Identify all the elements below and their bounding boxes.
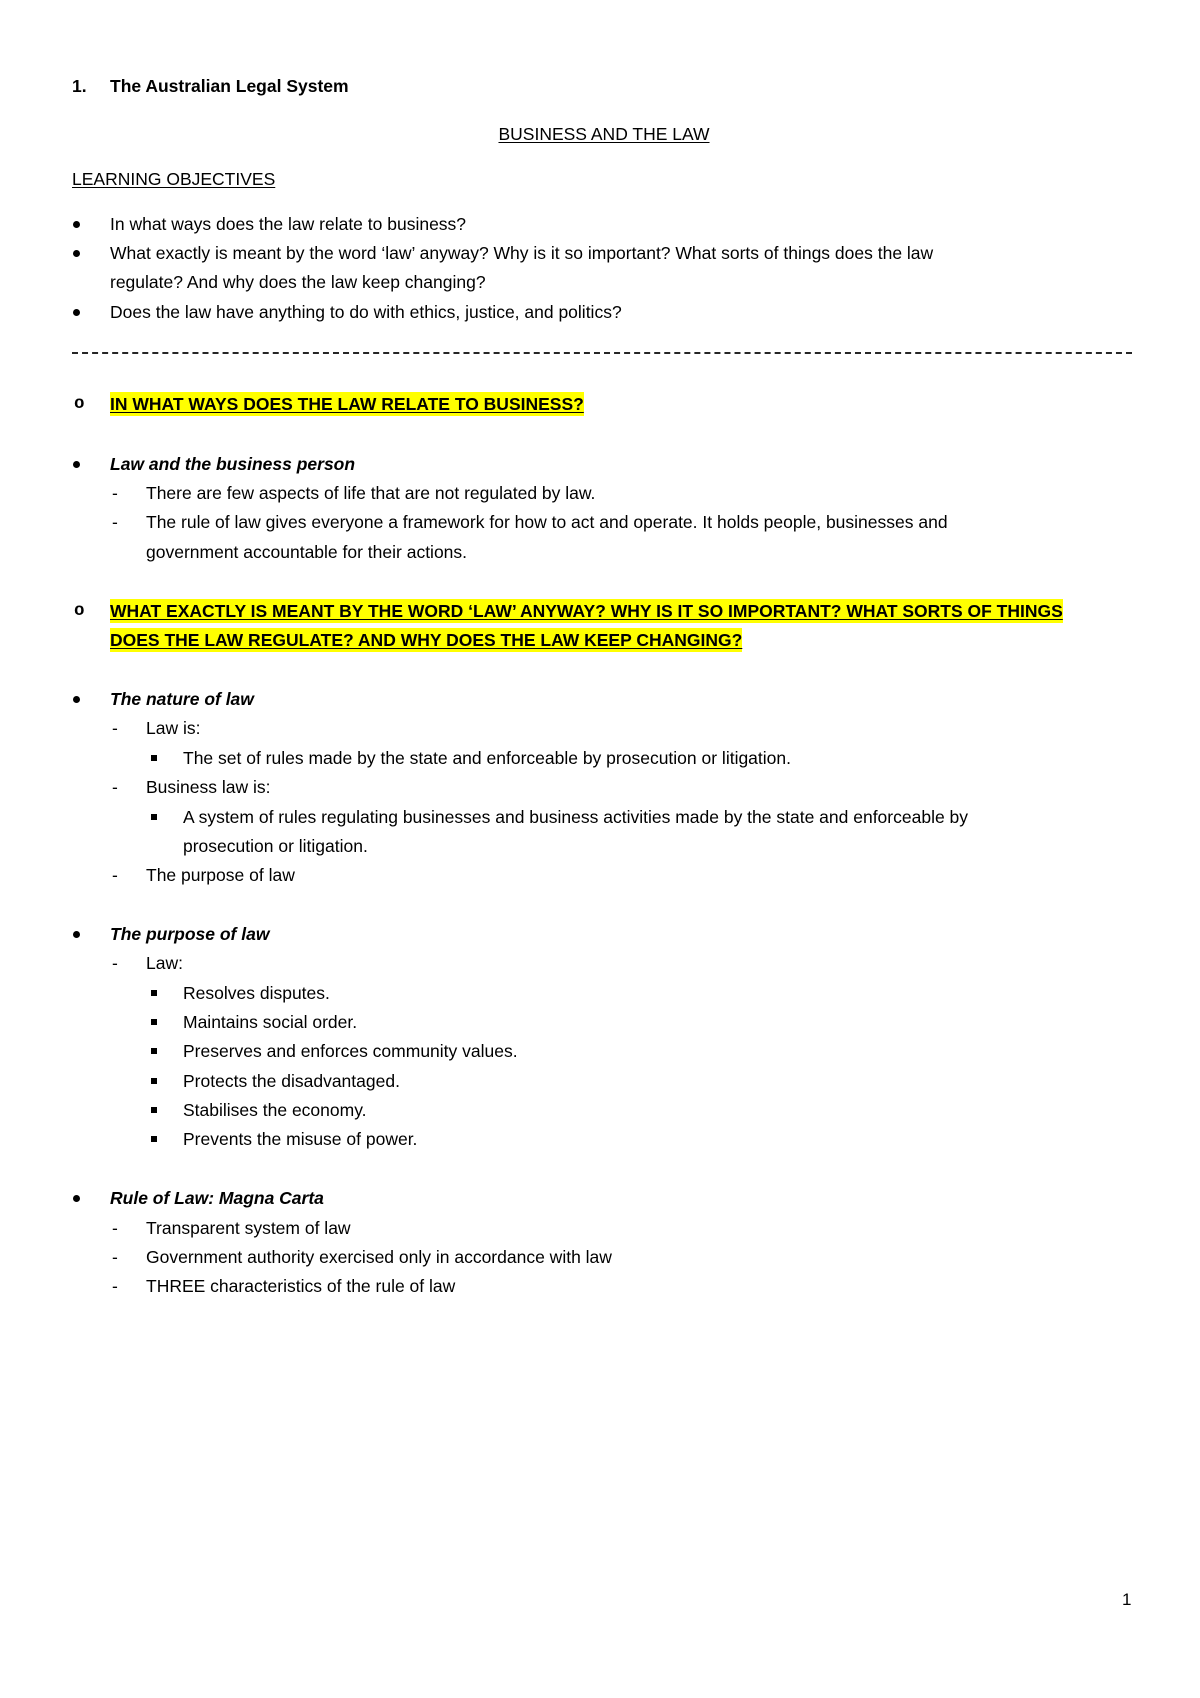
sub-item-text: prosecution or litigation. <box>183 836 368 856</box>
objectives-title: LEARNING OBJECTIVES <box>72 169 276 189</box>
bullet-icon <box>73 696 80 703</box>
sub-item-text: A system of rules regulating businesses and business activities made by the state and enforceable by <box>183 807 969 827</box>
bullet-icon <box>73 309 80 316</box>
section2-title-line2: DOES THE LAW REGULATE? AND WHY DOES THE LAW KEEP CHANGING? <box>110 630 743 650</box>
sub-item-text: Protects the disadvantaged. <box>183 1071 400 1091</box>
topic-title: Rule of Law: Magna Carta <box>110 1188 324 1208</box>
section1-title: IN WHAT WAYS DOES THE LAW RELATE TO BUSINESS? <box>110 394 584 414</box>
dash-icon: - <box>112 1276 118 1296</box>
dash-text: The purpose of law <box>146 865 295 885</box>
dash-icon: - <box>112 865 118 885</box>
dash-icon: - <box>112 512 118 532</box>
dash-icon: - <box>112 777 118 797</box>
bullet-icon <box>73 1195 80 1202</box>
bullet-icon <box>73 221 80 228</box>
dash-text: The rule of law gives everyone a framework for how to act and operate. It holds people, businesses and <box>146 512 948 532</box>
section2-title-line1: WHAT EXACTLY IS MEANT BY THE WORD ‘LAW’ ANYWAY? WHY IS IT SO IMPORTANT? WHAT SORTS OF THINGS <box>110 601 1063 621</box>
dash-icon: - <box>112 483 118 503</box>
center-title-row <box>0 122 1200 146</box>
sub-item-text: Prevents the misuse of power. <box>183 1129 418 1149</box>
dash-text: Transparent system of law <box>146 1218 351 1238</box>
center-title: BUSINESS AND THE LAW <box>498 124 710 144</box>
topic-title: Law and the business person <box>110 454 356 474</box>
sub-item-text: Stabilises the economy. <box>183 1100 367 1120</box>
bullet-icon <box>73 461 80 468</box>
square-bullet-icon <box>151 990 157 996</box>
sub-item-text: Preserves and enforces community values. <box>183 1041 518 1061</box>
square-bullet-icon <box>151 814 157 820</box>
square-bullet-icon <box>151 1048 157 1054</box>
dash-icon: - <box>112 1247 118 1267</box>
page-number: 1 <box>1122 1590 1132 1609</box>
dash-text: Government authority exercised only in accordance with law <box>146 1247 612 1267</box>
heading-number: 1. <box>72 76 87 96</box>
square-bullet-icon <box>151 755 157 761</box>
topic-title: The purpose of law <box>110 924 270 944</box>
dash-text: Law is: <box>146 718 201 738</box>
dash-icon: - <box>112 718 118 738</box>
sub-item-text: Maintains social order. <box>183 1012 358 1032</box>
dash-text: THREE characteristics of the rule of law <box>146 1276 456 1296</box>
dash-text: Business law is: <box>146 777 271 797</box>
objective-text: In what ways does the law relate to business? <box>110 214 467 234</box>
topic-title: The nature of law <box>110 689 254 709</box>
square-bullet-icon <box>151 1019 157 1025</box>
square-bullet-icon <box>151 1136 157 1142</box>
circle-bullet-icon: o <box>74 394 85 414</box>
objective-text: What exactly is meant by the word ‘law’ anyway? Why is it so important? What sorts of things does the law <box>110 243 934 263</box>
dash-icon: - <box>112 1218 118 1238</box>
circle-bullet-icon: o <box>74 601 85 621</box>
dashed-divider <box>72 352 1132 356</box>
objective-text: Does the law have anything to do with ethics, justice, and politics? <box>110 302 622 322</box>
square-bullet-icon <box>151 1078 157 1084</box>
heading-title: The Australian Legal System <box>110 76 349 96</box>
objective-text: regulate? And why does the law keep changing? <box>110 272 486 292</box>
dash-text: government accountable for their actions. <box>146 542 468 562</box>
sub-item-text: The set of rules made by the state and enforceable by prosecution or litigation. <box>183 748 791 768</box>
bullet-icon <box>73 250 80 257</box>
bullet-icon <box>73 931 80 938</box>
dash-text: There are few aspects of life that are not regulated by law. <box>146 483 596 503</box>
sub-item-text: Resolves disputes. <box>183 983 330 1003</box>
dash-text: Law: <box>146 953 183 973</box>
square-bullet-icon <box>151 1107 157 1113</box>
dash-icon: - <box>112 953 118 973</box>
